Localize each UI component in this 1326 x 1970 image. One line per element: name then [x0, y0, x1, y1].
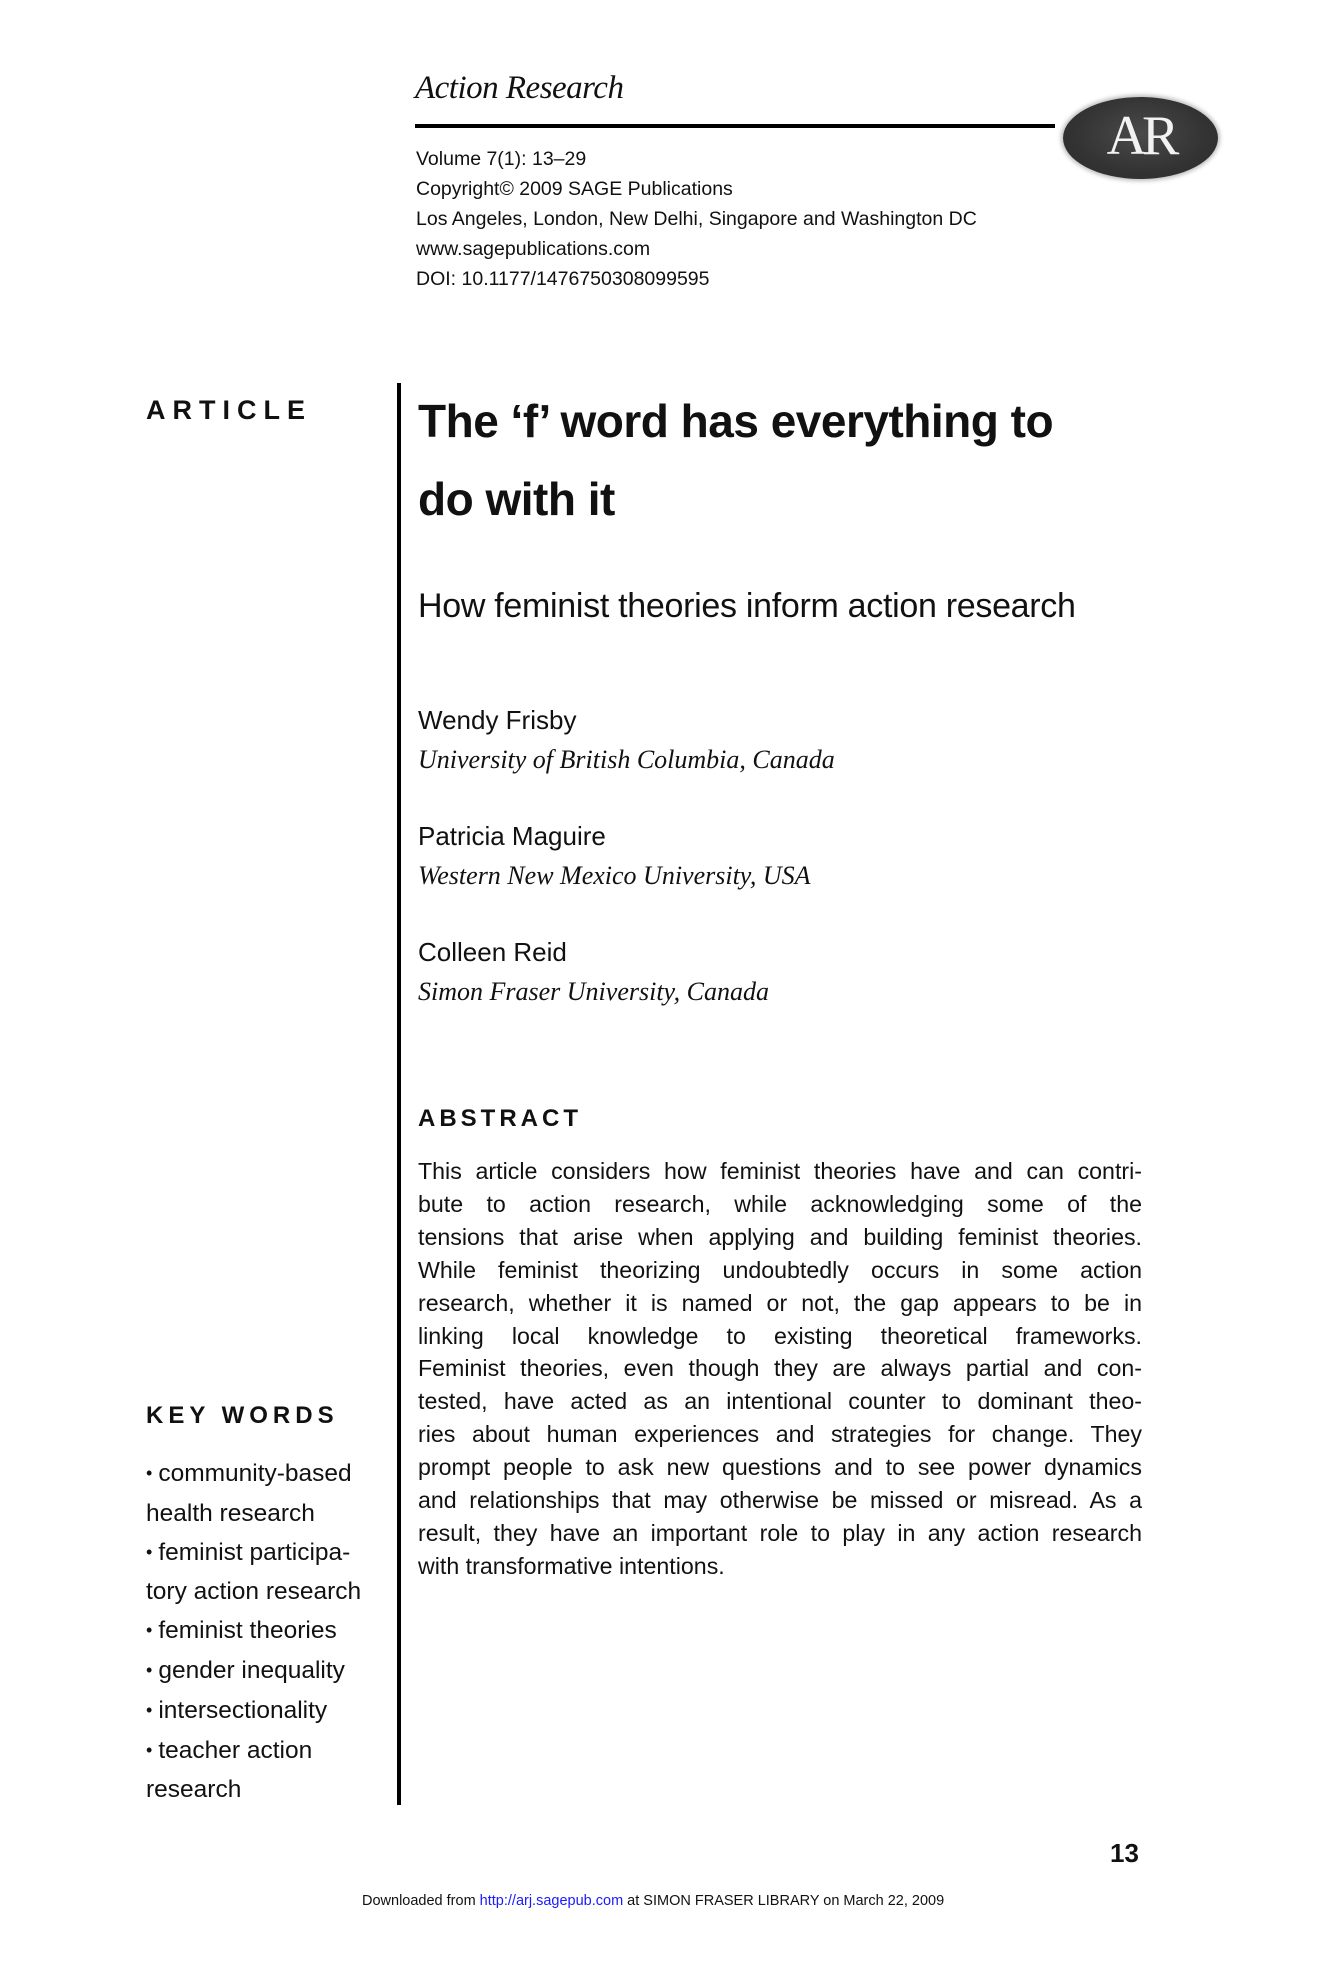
abstract-line: and relationships that may otherwise be missed or misread. As a: [418, 1487, 1142, 1514]
keyword-text-line: • intersectionality: [146, 1696, 328, 1724]
abstract-heading: ABSTRACT: [418, 1105, 582, 1132]
keyword-item: [146, 1692, 386, 1732]
author-name: Patricia Maguire: [418, 821, 606, 851]
article-subtitle: How feminist theories inform action research: [418, 587, 1076, 625]
download-prefix: Downloaded from: [362, 1893, 480, 1909]
abstract-line: bute to action research, while acknowledging some of the: [418, 1190, 1142, 1217]
logo-text: AR: [1106, 105, 1175, 167]
bullet-icon: •: [146, 1739, 153, 1760]
bullet-icon: •: [146, 1541, 153, 1562]
abstract-body: [418, 1155, 1142, 1583]
abstract-line: with transformative intentions.: [418, 1552, 725, 1579]
journal-logo: [1063, 97, 1218, 179]
keyword-text-line: research: [146, 1776, 242, 1804]
keyword-text-line: • community-based: [146, 1460, 352, 1487]
author: [418, 816, 811, 896]
article-type-label: ARTICLE: [146, 395, 312, 425]
keyword-text-line: • feminist participa-: [146, 1538, 351, 1566]
author: [418, 932, 769, 1012]
keyword-text-line: health research: [146, 1499, 315, 1527]
title-line: do with it: [418, 473, 615, 525]
download-note: [362, 1893, 944, 1909]
keyword-item: [146, 1652, 386, 1692]
volume-info: Volume 7(1): 13–29: [416, 148, 587, 170]
keyword-item: [146, 1455, 386, 1534]
keyword-item: [146, 1612, 386, 1652]
abstract-line: result, they have an important role to play in any action research: [418, 1519, 1142, 1546]
abstract-line: linking local knowledge to existing theoretical frameworks.: [418, 1322, 1142, 1349]
bullet-icon: •: [146, 1620, 153, 1641]
author-affiliation: Simon Fraser University, Canada: [418, 977, 769, 1006]
bullet-icon: •: [146, 1699, 153, 1720]
abstract-line: tensions that arise when applying and building feminist theories.: [418, 1223, 1142, 1250]
bullet-icon: •: [146, 1463, 153, 1483]
author-affiliation: University of British Columbia, Canada: [418, 745, 835, 774]
keywords-list: [146, 1455, 386, 1810]
article-title: [418, 382, 1178, 538]
bullet-icon: •: [146, 1659, 153, 1680]
abstract-line: While feminist theorizing undoubtedly occurs in some action: [418, 1256, 1142, 1283]
abstract-line: ries about human experiences and strategies for change. They: [418, 1421, 1142, 1448]
abstract-line: This article considers how feminist theories have and can contri-: [418, 1158, 1142, 1184]
header-rule: [415, 124, 1055, 128]
keyword-text-line: tory action research: [146, 1578, 362, 1606]
publisher-locations: Los Angeles, London, New Delhi, Singapore and Washington DC: [416, 208, 977, 230]
journal-title: Action Research: [415, 70, 624, 106]
download-suffix: at SIMON FRASER LIBRARY on March 22, 2009: [623, 1893, 945, 1909]
abstract-line: tested, have acted as an intentional counter to dominant theo-: [418, 1388, 1142, 1415]
keyword-text-line: • feminist theories: [146, 1617, 337, 1645]
keyword-item: [146, 1732, 386, 1811]
author-name: Colleen Reid: [418, 937, 567, 967]
author-affiliation: Western New Mexico University, USA: [418, 861, 811, 890]
abstract-line: Feminist theories, even though they are always partial and con-: [418, 1355, 1142, 1382]
doi: DOI: 10.1177/1476750308099595: [416, 268, 710, 290]
keywords-heading: KEY WORDS: [146, 1402, 339, 1429]
title-line: The ‘f’ word has everything to: [418, 395, 1054, 447]
abstract-line: prompt people to ask new questions and to see power dynamics: [418, 1454, 1142, 1481]
column-divider: [397, 383, 401, 1805]
download-link[interactable]: http://arj.sagepub.com: [479, 1893, 624, 1909]
page-number: 13: [1110, 1838, 1139, 1868]
copyright-info: Copyright© 2009 SAGE Publications: [416, 178, 733, 200]
abstract-line: research, whether it is named or not, the gap appears to be in: [418, 1289, 1142, 1316]
publication-info: [416, 144, 977, 294]
publisher-website: www.sagepublications.com: [416, 238, 651, 260]
keyword-text-line: • gender inequality: [146, 1656, 345, 1684]
author-name: Wendy Frisby: [418, 705, 577, 735]
author: [418, 700, 835, 780]
keyword-item: [146, 1534, 386, 1613]
keyword-text-line: • teacher action: [146, 1736, 313, 1764]
